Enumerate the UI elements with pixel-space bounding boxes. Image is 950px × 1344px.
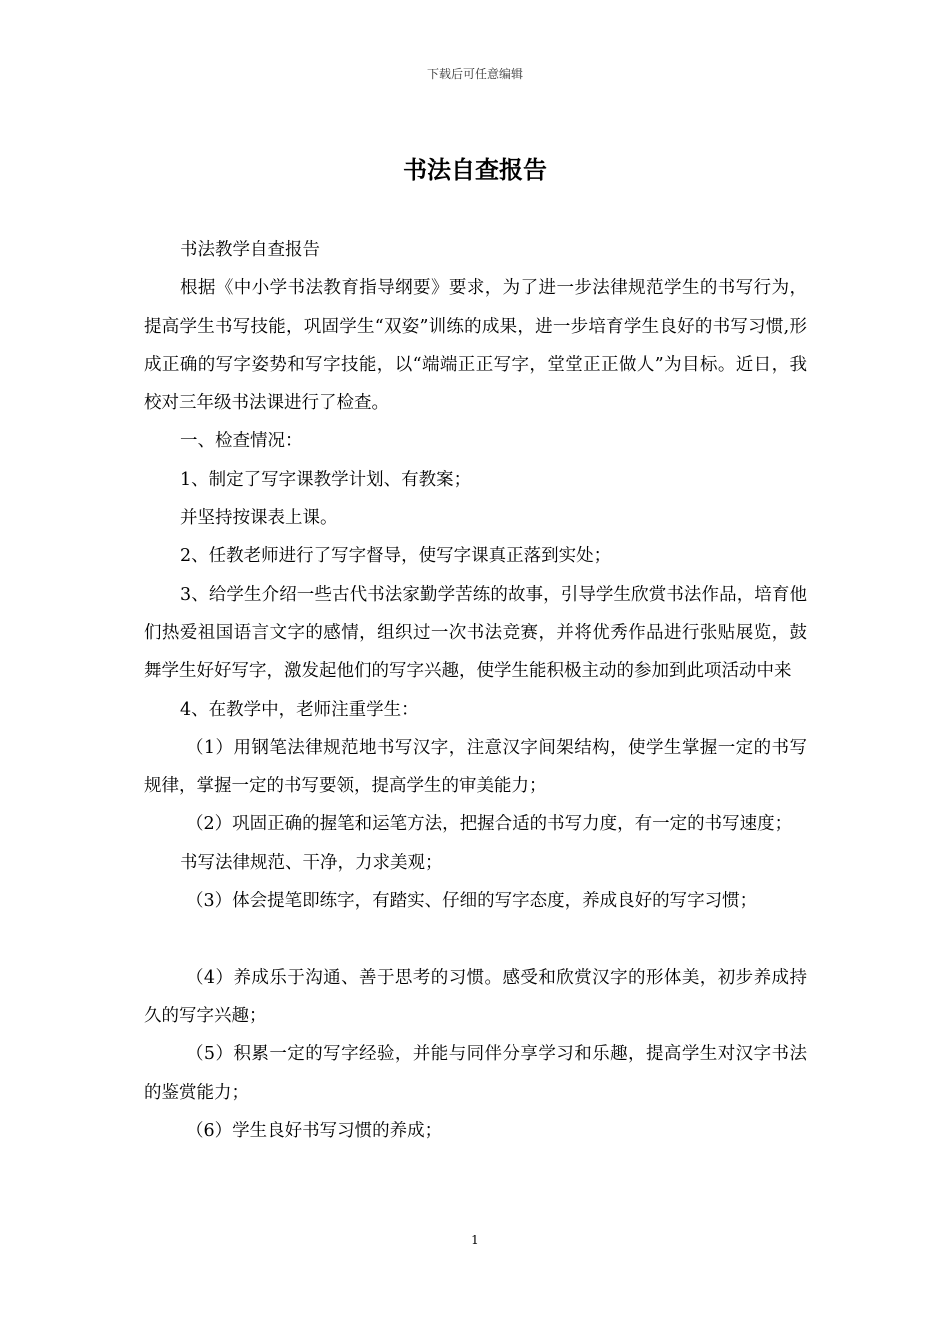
header-note: 下载后可任意编辑 xyxy=(426,67,523,81)
paragraph-subitem-3: （3）体会提笔即练字，有踏实、仔细的写字态度，养成良好的写字习惯； xyxy=(186,891,758,912)
paragraph-item-1-cont: 并坚持按课表上课。 xyxy=(180,508,338,529)
paragraph-item-3: 3、给学生介绍一些古代书法家勤学苦练的故事，引导学生欣赏书法作品，培育他们热爱祖国语言文字的感情，组织过一次书法竞赛，并将优秀作品进行张贴展览，鼓舞学生好好写字，激发起他们的写字兴趣，使学生能积极主动的参加到此项活动中来 xyxy=(144,584,807,682)
paragraph-item-1: 1、制定了写字课教学计划、有教案； xyxy=(180,469,472,490)
document-title: 书法自查报告 xyxy=(403,156,547,184)
paragraph-intro: 根据《中小学书法教育指导纲要》要求，为了进一步法律规范学生的书写行为，提高学生书写技能，巩固学生“双姿”训练的成果，进一步培育学生良好的书写习惯,形成正确的写字姿势和写字技能，以“端端正正写字，堂堂正正做人”为目标。近日，我校对三年级书法课进行了检查。 xyxy=(144,278,807,414)
paragraph-item-4: 4、在教学中，老师注重学生： xyxy=(180,699,419,720)
paragraph-section-heading: 一、检查情况： xyxy=(180,431,303,452)
paragraph-subitem-1: （1）用钢笔法律规范地书写汉字，注意汉字间架结构，使学生掌握一定的书写规律，掌握一定的书写要领，提高学生的审美能力； xyxy=(144,737,807,797)
paragraph-item-2: 2、任教老师进行了写字督导，使写字课真正落到实处； xyxy=(180,546,612,567)
document-body xyxy=(144,231,807,1150)
paragraph-subitem-4: （4）养成乐于沟通、善于思考的习惯。感受和欣赏汉字的形体美，初步养成持久的写字兴趣； xyxy=(144,967,807,1026)
paragraph-subitem-5: （5）积累一定的写字经验，并能与同伴分享学习和乐趣，提高学生对汉字书法的鉴赏能力； xyxy=(144,1044,807,1103)
paragraph-subitem-2-cont: 书写法律规范、干净，力求美观； xyxy=(180,852,443,873)
paragraph-subitem-2: （2）巩固正确的握笔和运笔方法，把握合适的书写力度，有一定的书写速度； xyxy=(186,814,793,835)
blank-line xyxy=(144,920,807,958)
page-number: 1 xyxy=(471,1233,479,1247)
paragraph-subtitle: 书法教学自查报告 xyxy=(180,240,320,260)
paragraph-subitem-6: （6）学生良好书写习惯的养成； xyxy=(186,1120,443,1141)
